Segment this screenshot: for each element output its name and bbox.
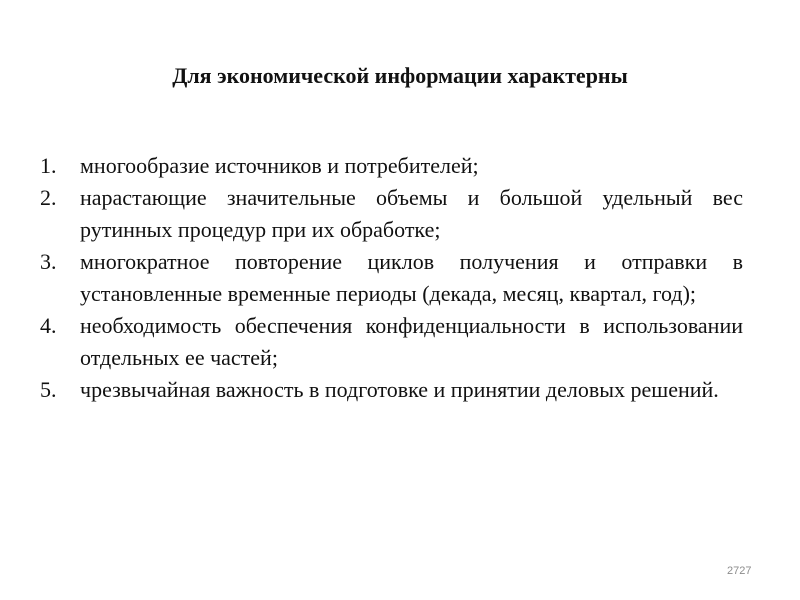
list-item-number: 1. [40,153,57,178]
list-item-text: чрезвычайная важность в подготовке и принятии деловых решений. [80,377,719,402]
list-item-number: 3. [40,249,57,274]
list-item-number: 2. [40,185,57,210]
page-number: 2727 [727,565,752,577]
list-item-text: многообразие источников и потребителей; [80,153,479,178]
list-item-text: нарастающие значительные объемы и большой удельный вес рутинных процедур при их обработке; [80,185,743,242]
list-item-text: многократное повторение циклов получения и отправки в установленные временные периоды (декада, месяц, квартал, год); [80,249,743,306]
list-item-number: 4. [40,313,57,338]
list-item [0,182,800,246]
list-item [0,310,800,374]
characteristics-list [0,150,800,406]
list-item [0,374,800,406]
list-item [0,246,800,310]
list-item-text: необходимость обеспечения конфиденциальности в использовании отдельных ее частей; [80,313,743,370]
list-item-number: 5. [40,377,57,402]
list-item [0,150,800,182]
slide-title: Для экономической информации характерны [172,63,628,88]
